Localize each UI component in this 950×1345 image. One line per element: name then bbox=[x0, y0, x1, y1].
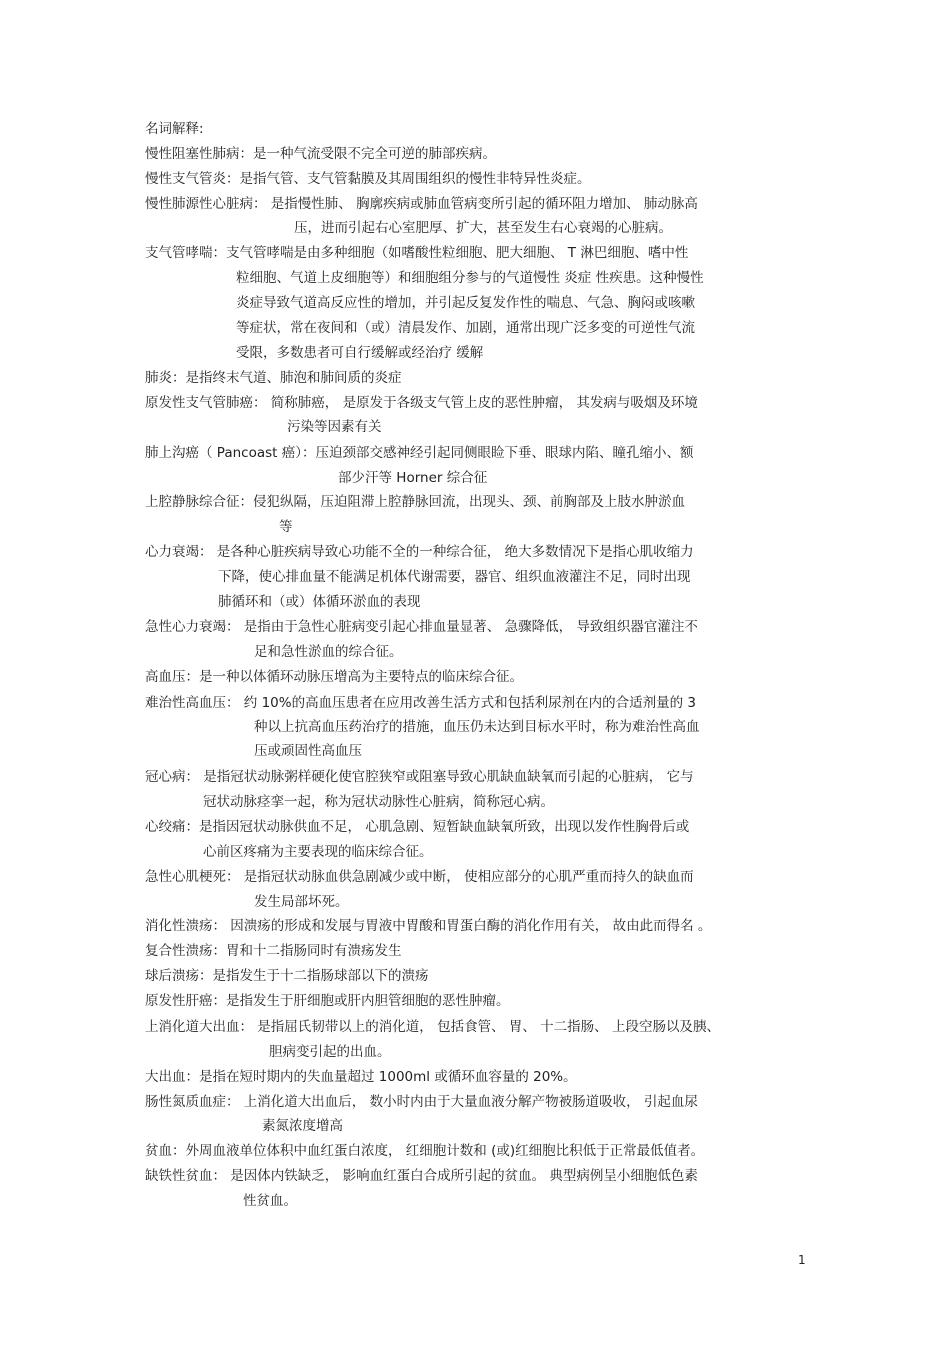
term-line: 心绞痛：是指因冠状动脉供血不足， 心肌急剧、短暂缺血缺氧所致，出现以发作性胸骨后或 bbox=[145, 819, 690, 835]
term-line: 缺铁性贫血： 是因体内铁缺乏， 影响血红蛋白合成所引起的贫血。 典型病例呈小细胞低色素 bbox=[145, 1168, 698, 1184]
term-line: 受限，多数患者可自行缓解或经治疗 缓解 bbox=[236, 345, 484, 361]
term-line: 压，进而引起右心室肥厚、扩大，甚至发生右心衰竭的心脏病。 bbox=[294, 220, 672, 236]
term-line: 等 bbox=[279, 519, 293, 535]
term-line: 球后溃疡：是指发生于十二指肠球部以下的溃疡 bbox=[145, 968, 429, 984]
term-line: 肺上沟癌（ Pancoast 癌）：压迫颈部交感神经引起同侧眼睑下垂、眼球内陷、瞳孔缩小、额 bbox=[145, 445, 694, 461]
term-line: 冠状动脉痉挛一起，称为冠状动脉性心脏病，简称冠心病。 bbox=[203, 794, 554, 810]
term-line: 复合性溃疡：胃和十二指肠同时有溃疡发生 bbox=[145, 943, 402, 959]
term-line: 上消化道大出血： 是指屈氏韧带以上的消化道， 包括食管、 胃、 十二指肠、 上段空肠以及胰、 bbox=[145, 1019, 720, 1035]
page-number: 1 bbox=[798, 1253, 806, 1267]
term-line: 素氮浓度增高 bbox=[262, 1118, 343, 1134]
term-line: 高血压：是一种以体循环动脉压增高为主要特点的临床综合征。 bbox=[145, 669, 523, 685]
term-line: 性贫血。 bbox=[243, 1193, 297, 1209]
term-line: 消化性溃疡： 因溃疡的形成和发展与胃液中胃酸和胃蛋白酶的消化作用有关， 故由此而得名 。 bbox=[145, 918, 712, 934]
term-line: 大出血：是指在短时期内的失血量超过 1000ml 或循环血容量的 20%。 bbox=[145, 1069, 577, 1085]
term-line: 下降，使心排血量不能满足机体代谢需要，器官、组织血液灌注不足，同时出现 bbox=[218, 569, 691, 585]
term-line: 心前区疼痛为主要表现的临床综合征。 bbox=[203, 844, 433, 860]
term-line: 粒细胞、气道上皮细胞等）和细胞组分参与的气道慢性 炎症 性疾患。这种慢性 bbox=[236, 270, 704, 286]
term-line: 足和急性淤血的综合征。 bbox=[254, 644, 403, 660]
term-line: 胆病变引起的出血。 bbox=[269, 1044, 391, 1060]
term-line: 急性心肌梗死： 是指冠状动脉血供急剧减少或中断， 使相应部分的心肌严重而持久的缺血而 bbox=[145, 869, 694, 885]
term-line: 压或顽固性高血压 bbox=[254, 743, 362, 759]
term-line: 炎症导致气道高反应性的增加，并引起反复发作性的喘息、气急、胸闷或咳嗽 bbox=[236, 295, 695, 311]
term-line: 慢性阻塞性肺病：是一种气流受限不完全可逆的肺部疾病。 bbox=[145, 146, 496, 162]
term-line: 贫血：外周血液单位体积中血红蛋白浓度， 红细胞计数和 (或)红细胞比积低于正常最低值者。 bbox=[145, 1143, 705, 1159]
term-line: 等症状，常在夜间和（或）清晨发作、加剧，通常出现广泛多变的可逆性气流 bbox=[236, 320, 695, 336]
term-line: 原发性支气管肺癌： 简称肺癌， 是原发于各级支气管上皮的恶性肿瘤， 其发病与吸烟及环境 bbox=[145, 395, 698, 411]
term-line: 污染等因素有关 bbox=[287, 419, 382, 435]
term-line: 急性心力衰竭： 是指由于急性心脏病变引起心排血量显著、 急骤降低， 导致组织器官灌注不 bbox=[145, 619, 698, 635]
term-line: 部少汗等 Horner 综合征 bbox=[338, 470, 488, 486]
term-line: 心力衰竭： 是各种心脏疾病导致心功能不全的一种综合征， 绝大多数情况下是指心肌收缩力 bbox=[145, 544, 694, 560]
term-line: 肠性氮质血症： 上消化道大出血后， 数小时内由于大量血液分解产物被肠道吸收， 引起血尿 bbox=[145, 1094, 698, 1110]
term-line: 慢性肺源性心脏病： 是指慢性肺、 胸廓疾病或肺血管病变所引起的循环阻力增加、 肺动脉高 bbox=[145, 196, 698, 212]
term-line: 种以上抗高血压药治疗的措施，血压仍未达到目标水平时，称为难治性高血 bbox=[254, 719, 700, 735]
term-line: 难治性高血压： 约 10%的高血压患者在应用改善生活方式和包括利尿剂在内的合适剂量的 3 bbox=[145, 695, 696, 711]
term-line: 冠心病： 是指冠状动脉粥样硬化使官腔狭窄或阻塞导致心肌缺血缺氧而引起的心脏病， 它与 bbox=[145, 769, 694, 785]
term-line: 发生局部坏死。 bbox=[254, 894, 349, 910]
term-line: 慢性支气管炎：是指气管、支气管黏膜及其周围组织的慢性非特异性炎症。 bbox=[145, 171, 591, 187]
section-heading: 名词解释: bbox=[145, 121, 204, 137]
term-line: 支气管哮喘：支气管哮喘是由多种细胞（如嗜酸性粒细胞、肥大细胞、 T 淋巴细胞、嗜中性 bbox=[145, 245, 689, 261]
term-line: 肺循环和（或）体循环淤血的表现 bbox=[218, 594, 421, 610]
term-line: 肺炎：是指终末气道、肺泡和肺间质的炎症 bbox=[145, 370, 402, 386]
term-line: 上腔静脉综合征：侵犯纵隔，压迫阻滞上腔静脉回流，出现头、颈、前胸部及上肢水肿淤血 bbox=[145, 494, 685, 510]
term-line: 原发性肝癌：是指发生于肝细胞或肝内胆管细胞的恶性肿瘤。 bbox=[145, 993, 510, 1009]
